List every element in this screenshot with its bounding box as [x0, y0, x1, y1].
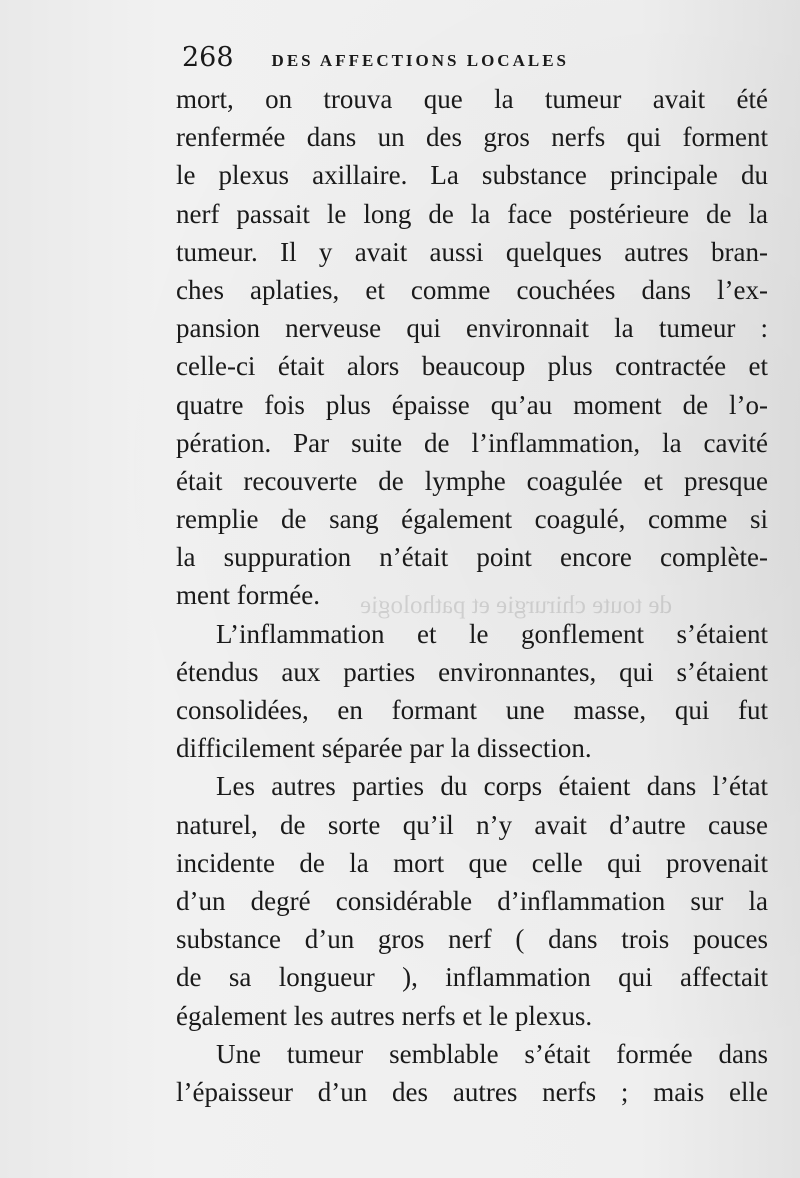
text-line: Les autres parties du corps étaient dans l’état [216, 771, 768, 802]
text-line: pération. Par suite de l’inflammation, la cavité [176, 427, 768, 458]
page-header [182, 42, 782, 82]
text-line: ment formée. [176, 580, 320, 611]
text-line: celle-ci était alors beaucoup plus contractée et [176, 351, 768, 382]
text-line: la suppuration n’était point encore complète- [176, 542, 768, 573]
text-line: consolidées, en formant une masse, qui fut [176, 695, 768, 725]
text-line: pansion nerveuse qui environnait la tumeur : [176, 313, 768, 344]
text-line: était recouverte de lymphe coagulée et presque [176, 465, 768, 496]
text-line: tumeur. Il y avait aussi quelques autres bran- [176, 236, 768, 267]
paragraph [176, 80, 768, 615]
text-line: quatre fois plus épaisse qu’au moment de l’o- [176, 389, 768, 420]
body-text [176, 80, 768, 1111]
text-line: de sa longueur ), inflammation qui affectait [176, 962, 768, 993]
page-number: 268 [182, 42, 234, 73]
text-line: substance d’un gros nerf ( dans trois pouces [176, 924, 768, 955]
text-line: d’un degré considérable d’inflammation sur la [176, 885, 768, 916]
text-line: difficilement séparée par la dissection. [176, 733, 592, 764]
bleed-through-text: de toute chirurgie et pathologie [360, 592, 672, 619]
text-line: également les autres nerfs et le plexus. [176, 1000, 593, 1031]
text-line: L’inflammation et le gonflement s’étaient [216, 618, 768, 649]
paragraph [176, 767, 768, 1034]
text-line: l’épaisseur d’un des autres nerfs ; mais elle [176, 1076, 768, 1107]
paragraph [176, 615, 768, 768]
text-line: nerf passait le long de la face postérieure de la [176, 198, 768, 229]
running-head: DES AFFECTIONS LOCALES [271, 51, 569, 70]
text-line: incidente de la mort que celle qui provenait [176, 847, 768, 878]
paragraph [176, 1035, 768, 1111]
text-line: naturel, de sorte qu’il n’y avait d’autre cause [176, 809, 768, 840]
text-line: ches aplaties, et comme couchées dans l’ex- [176, 274, 768, 305]
text-line: le plexus axillaire. La substance principale du [176, 160, 768, 191]
text-line: étendus aux parties environnantes, qui s’étaient [176, 656, 768, 687]
text-line: Une tumeur semblable s’était formée dans [216, 1038, 768, 1069]
text-line: renfermée dans un des gros nerfs qui forment [176, 122, 768, 153]
text-line: remplie de sang également coagulé, comme si [176, 504, 768, 535]
text-line: mort, on trouva que la tumeur avait été [176, 84, 768, 114]
